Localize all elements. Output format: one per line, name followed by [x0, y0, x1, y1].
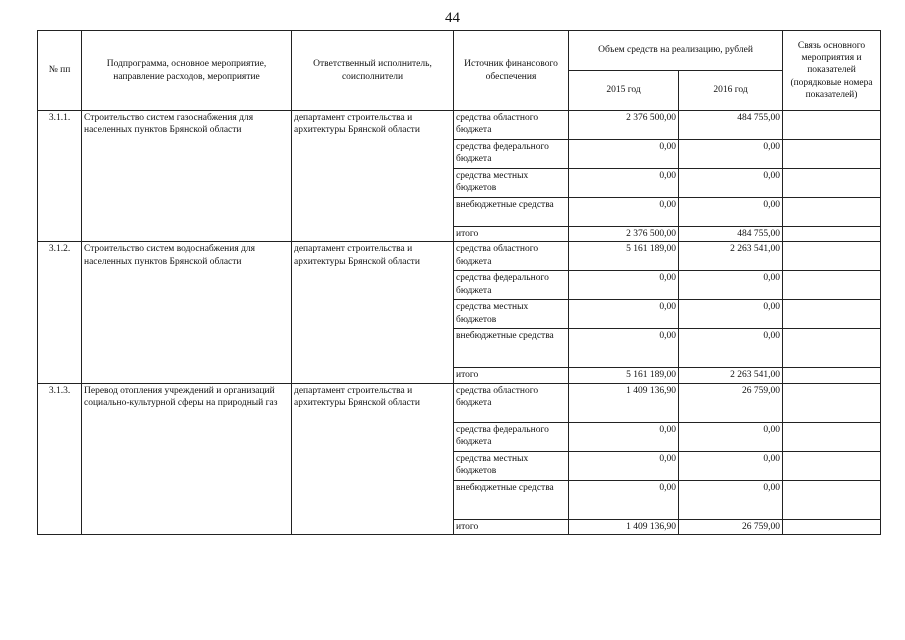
indicator-link [783, 451, 881, 480]
header-executor: Ответственный исполнитель, соисполнители [292, 31, 454, 111]
amount-2016: 0,00 [679, 329, 783, 368]
funding-source: средства федерального бюджета [454, 140, 569, 169]
item-executor: департамент строительства и архитектуры Брянской области [292, 383, 454, 534]
table-row [38, 383, 881, 422]
amount-2015: 0,00 [569, 480, 679, 519]
indicator-link [783, 368, 881, 383]
amount-2015: 1 409 136,90 [569, 383, 679, 422]
amount-2015: 5 161 189,00 [569, 242, 679, 271]
total-amount-2015: 5 161 189,00 [569, 368, 679, 383]
amount-2016: 0,00 [679, 169, 783, 198]
header-volume: Объем средств на реализацию, рублей [569, 31, 783, 71]
amount-2016: 484 755,00 [679, 111, 783, 140]
total-amount-2015: 2 376 500,00 [569, 227, 679, 242]
total-amount-2016: 2 263 541,00 [679, 368, 783, 383]
item-executor: департамент строительства и архитектуры Брянской области [292, 111, 454, 242]
amount-2016: 0,00 [679, 198, 783, 227]
indicator-link [783, 383, 881, 422]
indicator-link [783, 422, 881, 451]
funding-source: внебюджетные средства [454, 198, 569, 227]
funding-source: средства областного бюджета [454, 111, 569, 140]
funding-source: внебюджетные средства [454, 480, 569, 519]
indicator-link [783, 227, 881, 242]
amount-2015: 0,00 [569, 271, 679, 300]
total-amount-2015: 1 409 136,90 [569, 519, 679, 534]
amount-2015: 0,00 [569, 198, 679, 227]
indicator-link [783, 140, 881, 169]
amount-2016: 0,00 [679, 480, 783, 519]
funding-source: средства областного бюджета [454, 242, 569, 271]
indicator-link [783, 111, 881, 140]
amount-2015: 0,00 [569, 169, 679, 198]
amount-2016: 2 263 541,00 [679, 242, 783, 271]
indicator-link [783, 169, 881, 198]
header-year-2015: 2015 год [569, 71, 679, 111]
item-executor: департамент строительства и архитектуры Брянской области [292, 242, 454, 383]
item-name: Перевод отопления учреждений и организаций социально-культурной сферы на природный газ [82, 383, 292, 534]
indicator-link [783, 480, 881, 519]
indicator-link [783, 198, 881, 227]
table-row [38, 242, 881, 271]
amount-2016: 0,00 [679, 422, 783, 451]
indicator-link [783, 242, 881, 271]
table-row [38, 111, 881, 140]
total-funding-source: итого [454, 227, 569, 242]
amount-2015: 0,00 [569, 422, 679, 451]
funding-source: средства местных бюджетов [454, 451, 569, 480]
funding-source: средства местных бюджетов [454, 300, 569, 329]
total-funding-source: итого [454, 368, 569, 383]
amount-2016: 0,00 [679, 140, 783, 169]
amount-2016: 0,00 [679, 300, 783, 329]
funding-source: средства местных бюджетов [454, 169, 569, 198]
indicator-link [783, 519, 881, 534]
item-number: 3.1.1. [38, 111, 82, 242]
indicator-link [783, 271, 881, 300]
item-name: Строительство систем газоснабжения для населенных пунктов Брянской области [82, 111, 292, 242]
item-number: 3.1.3. [38, 383, 82, 534]
header-year-2016: 2016 год [679, 71, 783, 111]
item-number: 3.1.2. [38, 242, 82, 383]
header-source: Источник финансового обеспечения [454, 31, 569, 111]
budget-table [37, 30, 881, 535]
item-name: Строительство систем водоснабжения для населенных пунктов Брянской области [82, 242, 292, 383]
amount-2016: 0,00 [679, 451, 783, 480]
amount-2015: 0,00 [569, 300, 679, 329]
funding-source: внебюджетные средства [454, 329, 569, 368]
amount-2015: 0,00 [569, 140, 679, 169]
funding-source: средства федерального бюджета [454, 422, 569, 451]
funding-source: средства областного бюджета [454, 383, 569, 422]
header-program: Подпрограмма, основное мероприятие, направление расходов, мероприятие [82, 31, 292, 111]
indicator-link [783, 329, 881, 368]
amount-2015: 0,00 [569, 329, 679, 368]
total-amount-2016: 484 755,00 [679, 227, 783, 242]
table-body [38, 111, 881, 535]
header-link: Связь основного мероприятия и показателей (порядковые номера показателей) [783, 31, 881, 111]
total-funding-source: итого [454, 519, 569, 534]
amount-2015: 2 376 500,00 [569, 111, 679, 140]
page-number: 44 [445, 10, 460, 26]
header-num: № пп [38, 31, 82, 111]
amount-2016: 0,00 [679, 271, 783, 300]
amount-2015: 0,00 [569, 451, 679, 480]
funding-source: средства федерального бюджета [454, 271, 569, 300]
total-amount-2016: 26 759,00 [679, 519, 783, 534]
amount-2016: 26 759,00 [679, 383, 783, 422]
indicator-link [783, 300, 881, 329]
